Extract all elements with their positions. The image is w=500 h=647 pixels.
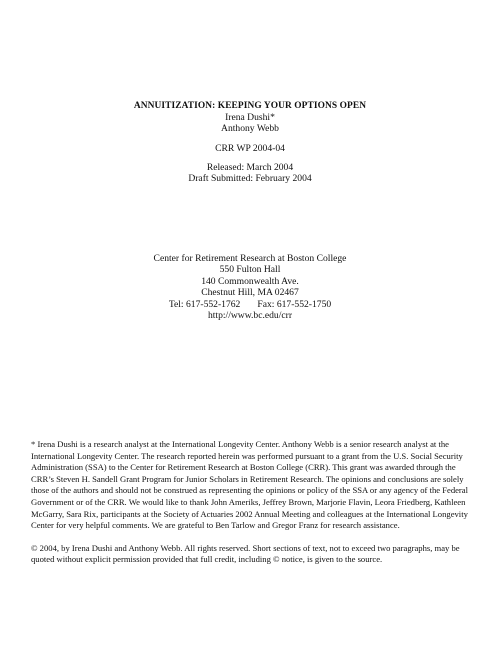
author-1: Irena Dushi* [225,112,275,124]
paper-title: ANNUITIZATION: KEEPING YOUR OPTIONS OPEN [133,101,367,111]
footnote-section [31,439,471,566]
building: 550 Fulton Hall [219,264,281,276]
submission-date: Draft Submitted: February 2004 [188,173,312,185]
city: Chestnut Hill, MA 02467 [201,287,299,299]
institution-name: Center for Retirement Research at Boston College [153,253,347,264]
copyright-notice: © 2004, by Irena Dushi and Anthony Webb. All rights reserved. Short sections of text, not to exceed two paragraphs, may be quoted without explicit permission provided that full credit, including © notice, is given to the source. [31,542,460,565]
title-block [0,101,500,184]
author-footnote: * Irena Dushi is a research analyst at the International Longevity Center. Anthony Webb is a senior research analyst at the International Longevity Center. The research reported herein was performed pursuant to a grant from the U.S. Social Security Administration (SSA) to the Center for Retirement Research at Boston College (CRR). This grant was awarded through the CRR’s Steven H. Sandell Grant Program for Junior Scholars in Retirement Research. The opinions and conclusions are solely those of the authors and should not be construed as representing the opinions or policy of the SSA or any agency of the Federal Government or of the CRR. We would like to thank John Ameriks, Jeffrey Brown, Marjorie Flavin, Leora Friedberg, Kathleen McGarry, Sara Rix, participants at the Society of Actuaries 2002 Annual Meeting and colleagues at the International Longevity Center for very helpful comments. We are grateful to Ben Tarlow and Gregor Franz for research assistance. [31,439,468,531]
contact-numbers [0,299,500,310]
spacer [0,154,500,162]
website-url: http://www.bc.edu/crr [207,310,293,322]
author-2: Anthony Webb [221,123,279,135]
working-paper-number: CRR WP 2004-04 [215,142,285,154]
telephone: Tel: 617-552-1762 [168,298,241,310]
release-date: Released: March 2004 [206,161,294,173]
institution-address [0,253,500,321]
fax: Fax: 617-552-1750 [257,298,332,310]
street: 140 Commonwealth Ave. [201,275,299,287]
spacer [0,135,500,143]
